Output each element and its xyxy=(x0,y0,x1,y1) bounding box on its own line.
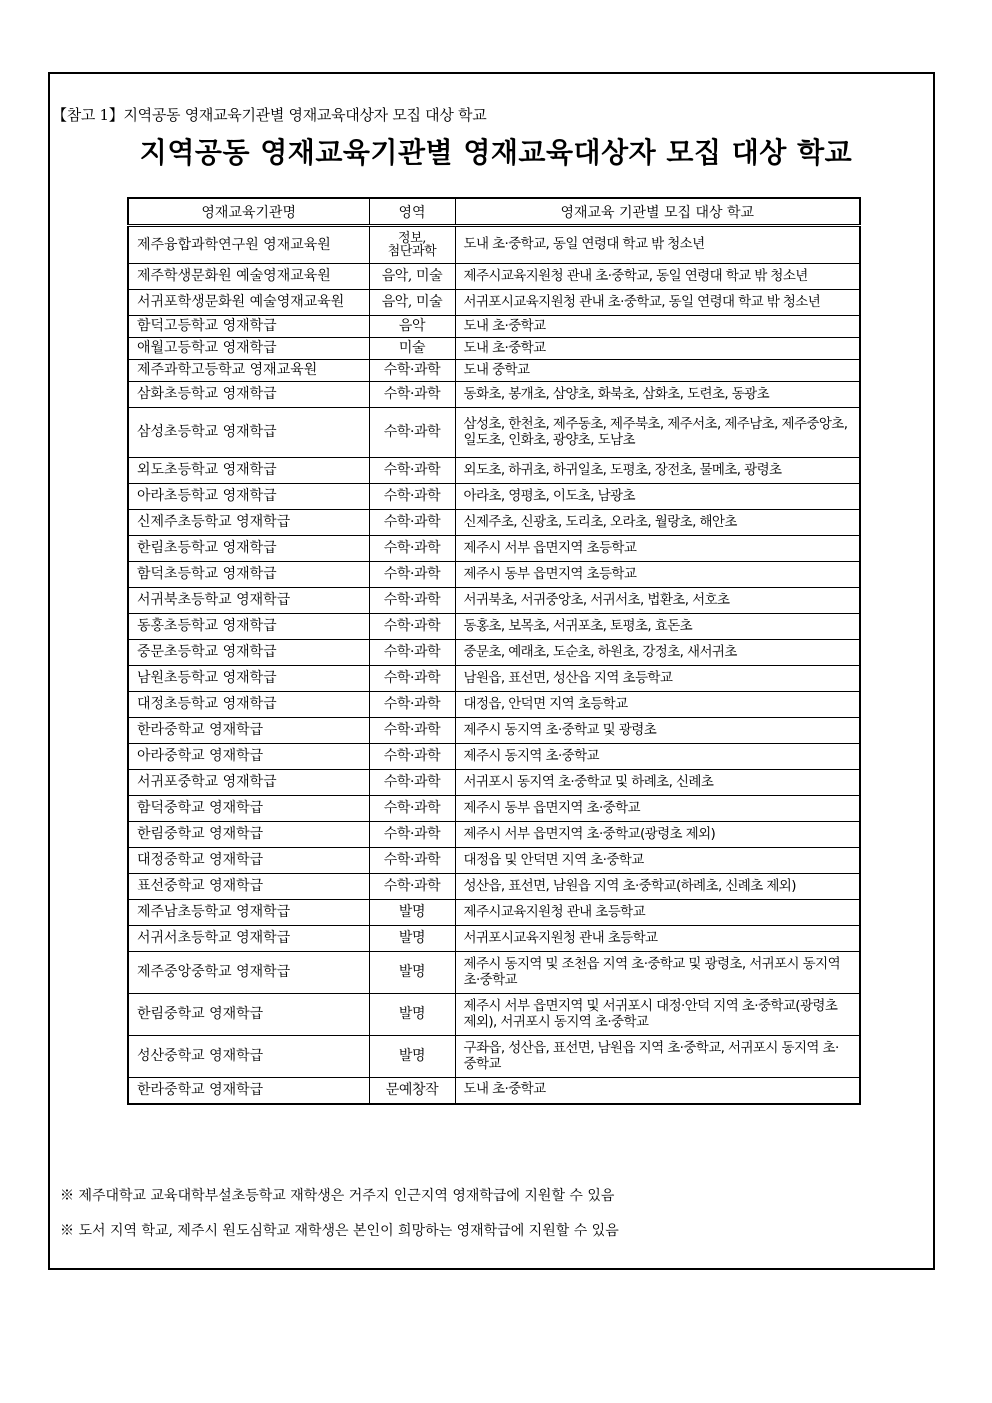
cell-target-schools: 동홍초, 보목초, 서귀포초, 토평초, 효돈초 xyxy=(455,614,860,640)
table-row xyxy=(128,640,860,666)
table-row xyxy=(128,848,860,874)
cell-area: 수학·과학 xyxy=(369,588,455,614)
cell-area: 문예창작 xyxy=(369,1078,455,1104)
cell-institution: 삼화초등학교 영재학급 xyxy=(128,382,369,408)
cell-institution: 삼성초등학교 영재학급 xyxy=(128,408,369,458)
cell-institution: 애월고등학교 영재학급 xyxy=(128,338,369,360)
cell-target-schools: 제주시 동부 읍면지역 초·중학교 xyxy=(455,796,860,822)
table-row xyxy=(128,408,860,458)
cell-institution: 제주중앙중학교 영재학급 xyxy=(128,952,369,994)
table-row xyxy=(128,338,860,360)
cell-institution: 아라중학교 영재학급 xyxy=(128,744,369,770)
cell-target-schools: 신제주초, 신광초, 도리초, 오라초, 월랑초, 해안초 xyxy=(455,510,860,536)
cell-institution: 함덕중학교 영재학급 xyxy=(128,796,369,822)
cell-area: 미술 xyxy=(369,338,455,360)
cell-institution: 표선중학교 영재학급 xyxy=(128,874,369,900)
cell-institution: 한림중학교 영재학급 xyxy=(128,994,369,1036)
cell-area: 정보, 첨단과학 xyxy=(369,226,455,264)
cell-target-schools: 제주시 서부 읍면지역 초등학교 xyxy=(455,536,860,562)
cell-institution: 한라중학교 영재학급 xyxy=(128,1078,369,1104)
cell-target-schools: 도내 중학교 xyxy=(455,360,860,382)
cell-institution: 제주융합과학연구원 영재교육원 xyxy=(128,226,369,264)
cell-area: 수학·과학 xyxy=(369,562,455,588)
cell-target-schools: 제주시교육지원청 관내 초·중학교, 동일 연령대 학교 밖 청소년 xyxy=(455,264,860,290)
cell-area: 발명 xyxy=(369,900,455,926)
cell-target-schools: 서귀포시교육지원청 관내 초·중학교, 동일 연령대 학교 밖 청소년 xyxy=(455,290,860,316)
cell-target-schools: 도내 초·중학교 xyxy=(455,1078,860,1104)
header-area: 영역 xyxy=(369,198,455,226)
cell-institution: 신제주초등학교 영재학급 xyxy=(128,510,369,536)
table-row xyxy=(128,796,860,822)
cell-institution: 동홍초등학교 영재학급 xyxy=(128,614,369,640)
cell-area: 수학·과학 xyxy=(369,770,455,796)
cell-target-schools: 도내 초·중학교 xyxy=(455,338,860,360)
cell-institution: 대정초등학교 영재학급 xyxy=(128,692,369,718)
table-row xyxy=(128,614,860,640)
cell-target-schools: 아라초, 영평초, 이도초, 남광초 xyxy=(455,484,860,510)
cell-institution: 남원초등학교 영재학급 xyxy=(128,666,369,692)
cell-institution: 한림중학교 영재학급 xyxy=(128,822,369,848)
cell-area: 음악, 미술 xyxy=(369,290,455,316)
cell-area: 음악 xyxy=(369,316,455,338)
cell-target-schools: 서귀북초, 서귀중앙초, 서귀서초, 법환초, 서호초 xyxy=(455,588,860,614)
table-row xyxy=(128,264,860,290)
header-target-schools: 영재교육 기관별 모집 대상 학교 xyxy=(455,198,860,226)
cell-area: 수학·과학 xyxy=(369,360,455,382)
table-row xyxy=(128,926,860,952)
cell-target-schools: 제주시 서부 읍면지역 및 서귀포시 대정·안덕 지역 초·중학교(광령초 제외), 서귀포시 동지역 초·중학교 xyxy=(455,994,860,1036)
cell-institution: 함덕초등학교 영재학급 xyxy=(128,562,369,588)
table-row xyxy=(128,1078,860,1104)
cell-target-schools: 제주시 동지역 초·중학교 xyxy=(455,744,860,770)
cell-area: 수학·과학 xyxy=(369,484,455,510)
table-row xyxy=(128,458,860,484)
table-row xyxy=(128,900,860,926)
table-body xyxy=(128,226,860,1104)
cell-institution: 제주학생문화원 예술영재교육원 xyxy=(128,264,369,290)
cell-target-schools: 성산읍, 표선면, 남원읍 지역 초·중학교(하례초, 신례초 제외) xyxy=(455,874,860,900)
table-row xyxy=(128,510,860,536)
cell-institution: 한라중학교 영재학급 xyxy=(128,718,369,744)
cell-target-schools: 대정읍 및 안덕면 지역 초·중학교 xyxy=(455,848,860,874)
table-row xyxy=(128,692,860,718)
cell-institution: 중문초등학교 영재학급 xyxy=(128,640,369,666)
cell-institution: 한림초등학교 영재학급 xyxy=(128,536,369,562)
table-row xyxy=(128,718,860,744)
cell-target-schools: 제주시 동부 읍면지역 초등학교 xyxy=(455,562,860,588)
cell-target-schools: 서귀포시교육지원청 관내 초등학교 xyxy=(455,926,860,952)
table-row xyxy=(128,822,860,848)
reference-label: 【참고 1】지역공동 영재교육기관별 영재교육대상자 모집 대상 학교 xyxy=(52,106,487,124)
cell-target-schools: 구좌읍, 성산읍, 표선면, 남원읍 지역 초·중학교, 서귀포시 동지역 초·중학교 xyxy=(455,1036,860,1078)
page-title: 지역공동 영재교육기관별 영재교육대상자 모집 대상 학교 xyxy=(139,136,853,169)
table-row xyxy=(128,952,860,994)
cell-institution: 서귀서초등학교 영재학급 xyxy=(128,926,369,952)
cell-target-schools: 제주시 동지역 및 조천읍 지역 초·중학교 및 광령초, 서귀포시 동지역 초·중학교 xyxy=(455,952,860,994)
cell-institution: 함덕고등학교 영재학급 xyxy=(128,316,369,338)
cell-area: 수학·과학 xyxy=(369,874,455,900)
cell-target-schools: 도내 초·중학교, 동일 연령대 학교 밖 청소년 xyxy=(455,226,860,264)
cell-area: 수학·과학 xyxy=(369,744,455,770)
cell-area: 수학·과학 xyxy=(369,718,455,744)
table-row xyxy=(128,316,860,338)
cell-area: 수학·과학 xyxy=(369,614,455,640)
cell-institution: 대정중학교 영재학급 xyxy=(128,848,369,874)
header-institution: 영재교육기관명 xyxy=(128,198,369,226)
note-2: ※ 도서 지역 학교, 제주시 원도심학교 재학생은 본인이 희망하는 영재학급에 지원할 수 있음 xyxy=(60,1223,619,1239)
cell-target-schools: 대정읍, 안덕면 지역 초등학교 xyxy=(455,692,860,718)
cell-institution: 제주과학고등학교 영재교육원 xyxy=(128,360,369,382)
cell-area: 발명 xyxy=(369,952,455,994)
table-row xyxy=(128,536,860,562)
cell-area: 수학·과학 xyxy=(369,666,455,692)
cell-area: 수학·과학 xyxy=(369,796,455,822)
cell-institution: 서귀북초등학교 영재학급 xyxy=(128,588,369,614)
table-row xyxy=(128,588,860,614)
cell-institution: 제주남초등학교 영재학급 xyxy=(128,900,369,926)
cell-area: 발명 xyxy=(369,926,455,952)
table-row xyxy=(128,484,860,510)
table-row xyxy=(128,290,860,316)
note-1: ※ 제주대학교 교육대학부설초등학교 재학생은 거주지 인근지역 영재학급에 지원할 수 있음 xyxy=(60,1188,615,1204)
table-row xyxy=(128,994,860,1036)
cell-institution: 서귀포학생문화원 예술영재교육원 xyxy=(128,290,369,316)
cell-target-schools: 제주시교육지원청 관내 초등학교 xyxy=(455,900,860,926)
cell-target-schools: 제주시 서부 읍면지역 초·중학교(광령초 제외) xyxy=(455,822,860,848)
cell-area: 수학·과학 xyxy=(369,822,455,848)
table-row xyxy=(128,382,860,408)
cell-target-schools: 서귀포시 동지역 초·중학교 및 하례초, 신례초 xyxy=(455,770,860,796)
cell-target-schools: 동화초, 봉개초, 삼양초, 화북초, 삼화초, 도련초, 동광초 xyxy=(455,382,860,408)
table-header-row xyxy=(128,198,860,226)
cell-area: 수학·과학 xyxy=(369,536,455,562)
cell-area: 수학·과학 xyxy=(369,382,455,408)
cell-area: 수학·과학 xyxy=(369,510,455,536)
table-row xyxy=(128,874,860,900)
cell-target-schools: 삼성초, 한천초, 제주동초, 제주북초, 제주서초, 제주남초, 제주중앙초, 일도초, 인화초, 광양초, 도남초 xyxy=(455,408,860,458)
cell-area: 수학·과학 xyxy=(369,692,455,718)
cell-target-schools: 제주시 동지역 초·중학교 및 광령초 xyxy=(455,718,860,744)
cell-institution: 성산중학교 영재학급 xyxy=(128,1036,369,1078)
cell-target-schools: 외도초, 하귀초, 하귀일초, 도평초, 장전초, 물메초, 광령초 xyxy=(455,458,860,484)
cell-target-schools: 중문초, 예래초, 도순초, 하원초, 강정초, 새서귀초 xyxy=(455,640,860,666)
table-row xyxy=(128,562,860,588)
cell-area: 수학·과학 xyxy=(369,408,455,458)
cell-institution: 외도초등학교 영재학급 xyxy=(128,458,369,484)
table-row xyxy=(128,226,860,264)
cell-area: 음악, 미술 xyxy=(369,264,455,290)
cell-area: 발명 xyxy=(369,1036,455,1078)
table-row xyxy=(128,770,860,796)
cell-area: 수학·과학 xyxy=(369,640,455,666)
recruitment-table xyxy=(127,197,861,1105)
table-row xyxy=(128,360,860,382)
table-row xyxy=(128,666,860,692)
cell-target-schools: 도내 초·중학교 xyxy=(455,316,860,338)
cell-area: 수학·과학 xyxy=(369,848,455,874)
cell-target-schools: 남원읍, 표선면, 성산읍 지역 초등학교 xyxy=(455,666,860,692)
table-row xyxy=(128,1036,860,1078)
cell-institution: 아라초등학교 영재학급 xyxy=(128,484,369,510)
table-row xyxy=(128,744,860,770)
cell-institution: 서귀포중학교 영재학급 xyxy=(128,770,369,796)
cell-area: 발명 xyxy=(369,994,455,1036)
cell-area: 수학·과학 xyxy=(369,458,455,484)
